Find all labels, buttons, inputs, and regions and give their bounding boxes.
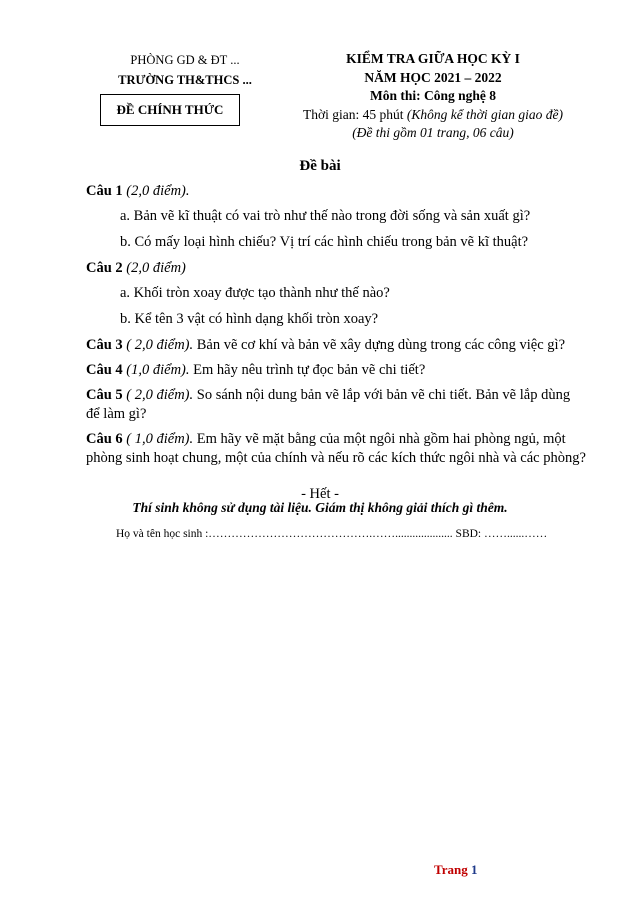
- question-1: [86, 182, 586, 201]
- time-note: (Không kể thời gian giao đề): [406, 106, 563, 122]
- dept-name: PHÒNG GD & ĐT ...: [130, 53, 240, 67]
- end-marker: - Hết -: [301, 486, 339, 502]
- question-points: ( 2,0 điểm).: [126, 387, 194, 403]
- question-text: Em hãy nêu trình tự đọc bản vẽ chi tiết?: [193, 362, 426, 378]
- question-3: [86, 336, 586, 355]
- subject: Môn thi: Công nghệ 8: [369, 88, 496, 103]
- question-label: Câu 3: [86, 337, 123, 353]
- header-left: [90, 50, 280, 90]
- question-text: Em hãy vẽ mặt bằng của một ngôi nhà gồm hai phòng ngủ, một phòng sinh hoạt chung, một của chính và nếu rõ các kích thức ngôi nhà và các phòng?: [86, 431, 586, 466]
- school-year: NĂM HỌC 2021 – 2022: [364, 69, 502, 85]
- page-number: 1: [470, 862, 478, 877]
- official-label-box: [100, 94, 240, 126]
- question-label: Câu 5: [86, 387, 123, 403]
- question-2: [86, 259, 586, 278]
- question-2b: b. Kể tên 3 vật có hình dạng khối tròn xoay?: [120, 311, 379, 327]
- exam-title: KIỂM TRA GIỮA HỌC KỲ I: [346, 51, 520, 66]
- time-text: Thời gian: 45 phút: [303, 106, 404, 122]
- header-right: [292, 50, 574, 143]
- pages-note: (Đề thi gồm 01 trang, 06 câu): [352, 125, 514, 140]
- question-label: Câu 1: [86, 183, 123, 199]
- question-text: So sánh nội dung bản vẽ lắp với bản vẽ chi tiết. Bản vẽ lắp dùng để làm gì?: [86, 387, 571, 422]
- question-2a: a. Khối tròn xoay được tạo thành như thế nào?: [120, 285, 390, 301]
- question-1b: b. Có mấy loại hình chiếu? Vị trí các hình chiếu trong bản vẽ kĩ thuật?: [120, 234, 529, 250]
- page-word: Trang: [434, 862, 468, 877]
- question-list: [86, 182, 586, 474]
- section-title: Đề bài: [299, 158, 341, 174]
- page-footer: [434, 862, 477, 878]
- official-label: ĐỀ CHÍNH THỨC: [116, 102, 224, 117]
- question-4: [86, 361, 586, 380]
- question-label: Câu 2: [86, 260, 123, 276]
- school-name: TRƯỜNG TH&THCS ...: [118, 73, 252, 87]
- question-points: (2,0 điểm): [126, 260, 186, 276]
- question-label: Câu 4: [86, 362, 123, 378]
- question-points: (1,0 điểm).: [126, 362, 190, 378]
- question-points: ( 2,0 điểm).: [126, 337, 194, 353]
- student-info-line: Họ và tên học sinh :…………………………………….…….................... SBD: ……......……: [116, 528, 548, 540]
- question-1a: a. Bản vẽ kĩ thuật có vai trò như thế nào trong đời sống và sản xuất gì?: [120, 208, 531, 224]
- question-points: ( 1,0 điểm).: [126, 431, 194, 447]
- question-5: [86, 386, 586, 424]
- question-6: [86, 430, 586, 468]
- question-points: (2,0 điểm).: [126, 183, 190, 199]
- exam-note: Thí sinh không sử dụng tài liệu. Giám thị không giải thích gì thêm.: [132, 500, 508, 515]
- question-text: Bản vẽ cơ khí và bản vẽ xây dựng dùng trong các công việc gì?: [196, 337, 566, 353]
- question-label: Câu 6: [86, 431, 123, 447]
- time-line: [292, 106, 574, 125]
